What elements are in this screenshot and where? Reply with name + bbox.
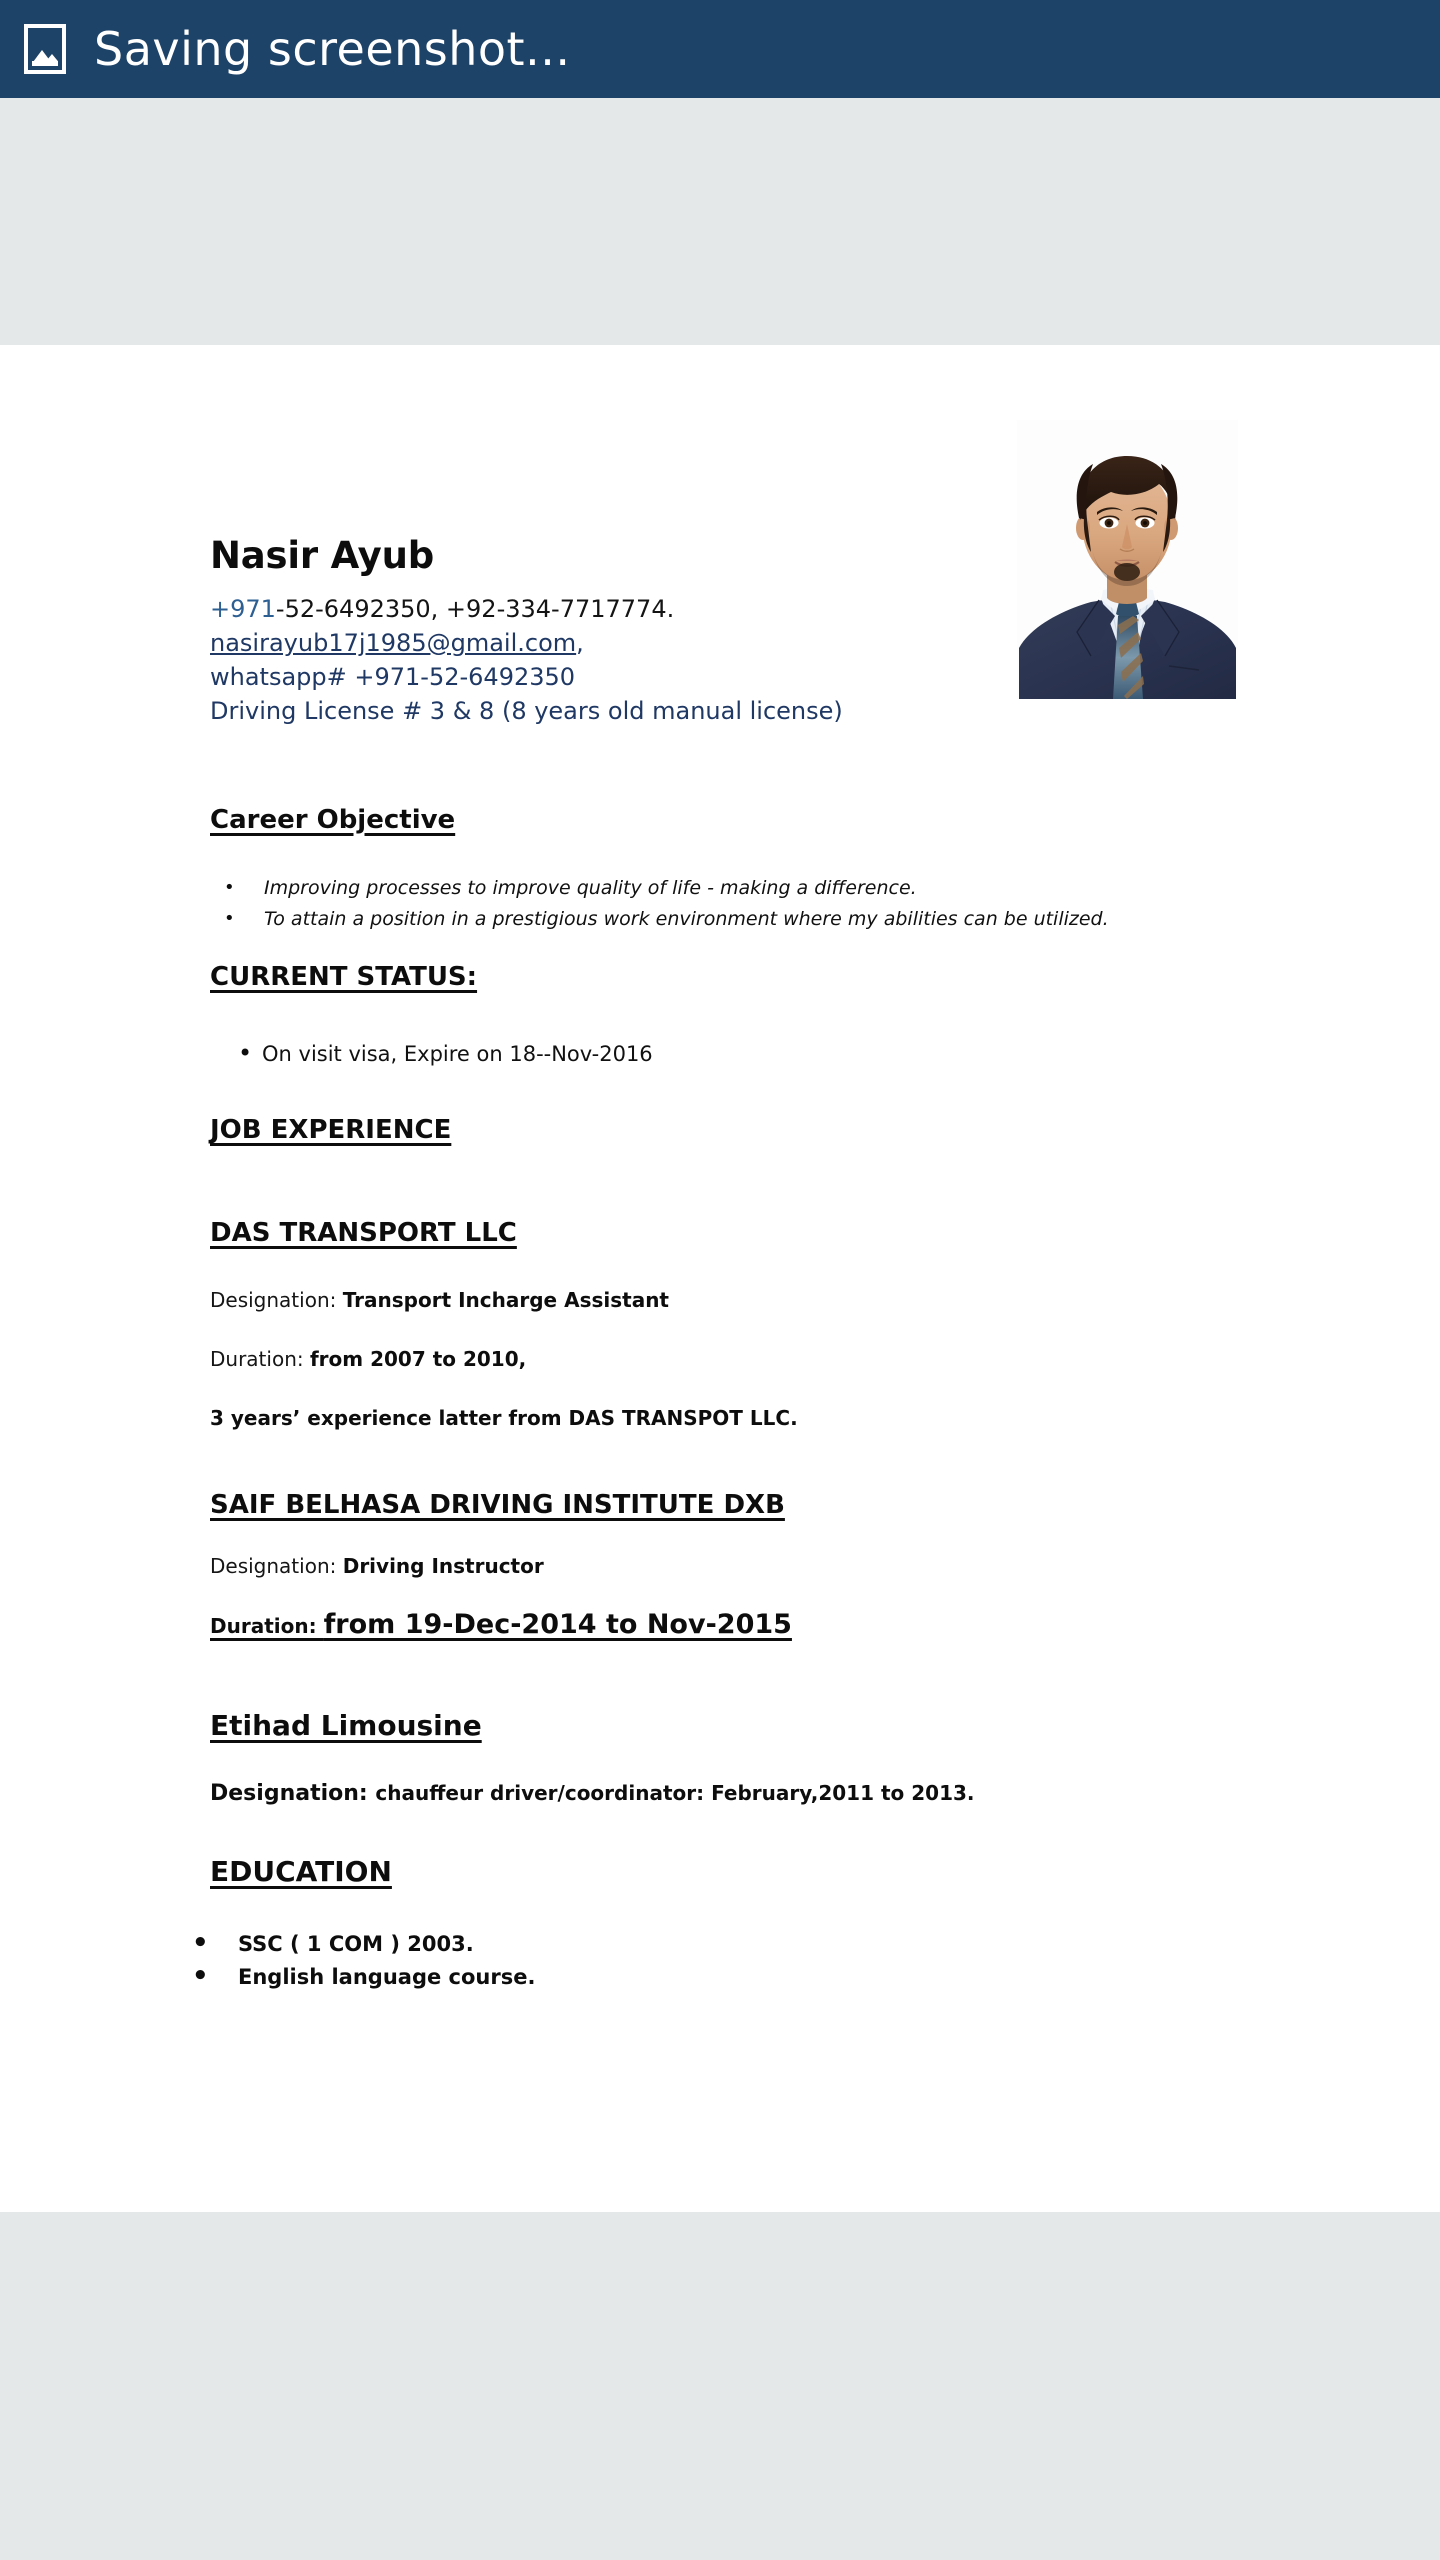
section-career-objective	[210, 805, 455, 835]
duration-value: from 2007 to 2010,	[309, 1347, 527, 1371]
list-item: • On visit visa, Expire on 18--Nov-2016	[210, 1039, 1310, 1069]
phone-rest: -52-6492350, +92-334-7717774.	[275, 595, 675, 623]
list-item: • English language course.	[190, 1961, 1290, 1994]
email-link[interactable]: nasirayub17j1985@gmail.com	[210, 629, 577, 657]
page-bottom-gutter	[0, 2212, 1440, 2560]
section-heading-job-experience: JOB EXPERIENCE	[210, 1115, 452, 1145]
driving-license-line: Driving License # 3 & 8 (8 years old manual license)	[210, 697, 843, 725]
job-company-name: Etihad Limousine	[210, 1709, 482, 1742]
job-duration-saif	[210, 1609, 792, 1640]
avatar-portrait-photo	[1017, 420, 1238, 699]
job-duration-das	[210, 1347, 526, 1371]
designation-value: chauffeur driver/coordinator	[375, 1781, 697, 1805]
section-job-experience	[210, 1115, 451, 1145]
duration-label: Duration:	[210, 1614, 324, 1638]
designation-value: Driving Instructor	[342, 1554, 544, 1578]
section-education	[210, 1855, 392, 1888]
designation-label: Designation:	[210, 1288, 343, 1312]
page-top-gutter	[0, 98, 1440, 345]
job-entry-saif-belhasa	[210, 1490, 785, 1520]
designation-label: Designation:	[210, 1554, 343, 1578]
job-designation-das	[210, 1288, 669, 1312]
section-current-status	[210, 962, 477, 992]
section-heading-education: EDUCATION	[210, 1855, 392, 1888]
email-line[interactable]	[210, 626, 843, 660]
designation-dates: : February,2011 to 2013.	[696, 1781, 975, 1805]
job-entry-das-transport	[210, 1218, 517, 1248]
designation-label: Designation:	[210, 1781, 376, 1806]
status-notification-bar[interactable]	[0, 0, 1440, 98]
list-item: • SSC ( 1 COM ) 2003.	[190, 1928, 1290, 1961]
phone-line	[210, 592, 843, 626]
picture-icon	[22, 22, 68, 76]
section-heading-career-objective: Career Objective	[210, 805, 456, 835]
duration-value: from 19-Dec-2014 to Nov-2015	[323, 1609, 792, 1640]
list-item: • To attain a position in a prestigious work environment where my abilities can be utilized.	[210, 904, 1310, 935]
job-company-name: DAS TRANSPORT LLC	[210, 1218, 517, 1248]
status-title: Saving screenshot...	[94, 22, 571, 76]
candidate-name: Nasir Ayub	[210, 534, 435, 577]
duration-label: Duration:	[210, 1347, 310, 1371]
section-heading-current-status: CURRENT STATUS:	[210, 962, 478, 992]
job-note-das: 3 years’ experience latter from DAS TRANSPOT LLC.	[210, 1406, 798, 1430]
list-item: • Improving processes to improve quality of life - making a difference.	[210, 873, 1310, 904]
designation-value: Transport Incharge Assistant	[342, 1288, 669, 1312]
job-designation-saif	[210, 1554, 544, 1578]
education-bullet-list	[190, 1928, 1290, 1994]
job-company-name: SAIF BELHASA DRIVING INSTITUTE DXB	[210, 1490, 785, 1520]
phone-prefix: +971	[210, 595, 276, 623]
whatsapp-line: whatsapp# +971-52-6492350	[210, 663, 576, 691]
current-status-bullet-list	[210, 1039, 1310, 1069]
contact-block	[210, 592, 843, 728]
job-entry-etihad-limousine	[210, 1709, 482, 1742]
career-objective-bullet-list	[210, 873, 1310, 935]
email-trailing-comma: ,	[576, 629, 584, 657]
job-designation-etihad	[210, 1781, 975, 1806]
